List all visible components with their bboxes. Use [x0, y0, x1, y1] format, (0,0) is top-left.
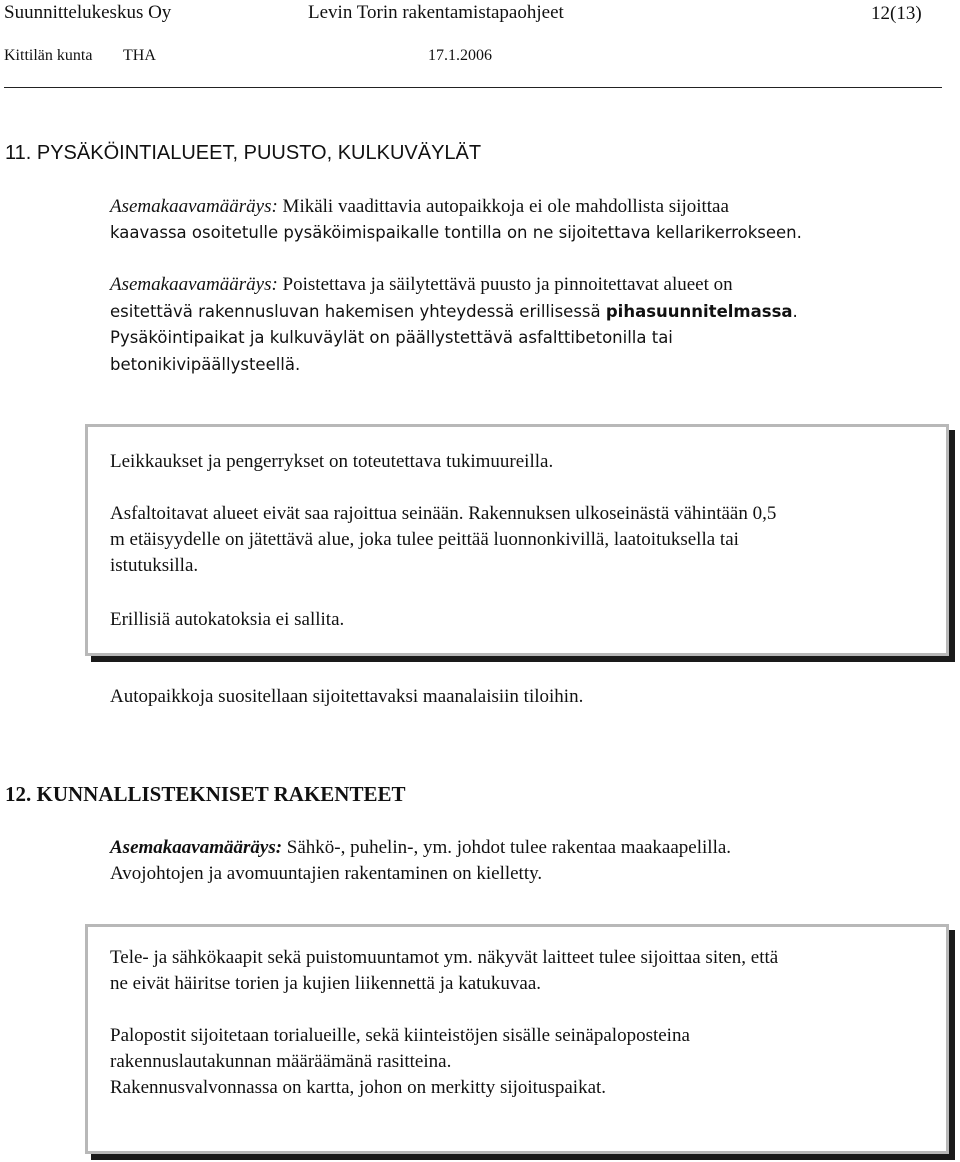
box-2-paragraph-2: Palopostit sijoitetaan torialueille, sekä kiinteistöjen sisälle seinäpaloposteina rakennuslautakunnan määräämänä rasitteina. Rakennusvalvonnassa on kartta, johon on merkitty sijoituspaikat.: [110, 1025, 690, 1098]
section-12-paragraph-1: Asemakaavamääräys: Sähkö-, puhelin-, ym. johdot tulee rakentaa maakaapelilla. Avojohtojen ja avomuuntajien rakentaminen on kielletty.: [110, 837, 732, 884]
header-document-title: Levin Torin rakentamistapaohjeet: [308, 2, 564, 23]
regulation-label: Asemakaavamääräys:: [110, 837, 283, 858]
regulation-label: Asemakaavamääräys:: [110, 274, 278, 295]
section-12-heading: 12. KUNNALLISTEKNISET RAKENTEET: [5, 782, 406, 806]
header-date: 17.1.2006: [428, 47, 492, 64]
bold-term: pihasuunnitelmassa: [605, 301, 793, 321]
section-11-after-box: Autopaikkoja suositellaan sijoitettavaksi maanalaisiin tiloihin.: [110, 686, 584, 707]
header-page-number: 12(13): [871, 3, 922, 24]
regulation-label: Asemakaavamääräys:: [110, 196, 278, 217]
section-11-paragraph-1: Asemakaavamääräys: Mikäli vaadittavia autopaikkoja ei ole mahdollista sijoittaa kaavassa osoitetulle pysäköimispaikalle tontilla on ne sijoitettava kellarikerrokseen.: [110, 196, 802, 242]
box-1-line-1: Leikkaukset ja pengerrykset on toteutettava tukimuureilla.: [110, 451, 554, 472]
box-1-paragraph-2: Asfaltoitavat alueet eivät saa rajoittua seinään. Rakennuksen ulkoseinästä vähintään 0,5 m etäisyydelle on jätettävä alue, joka tulee peittää luonnonkivillä, laatoituksella tai istutuksilla.: [110, 503, 777, 576]
box-1-line-3: Erillisiä autokatoksia ei sallita.: [110, 609, 345, 630]
box-2-paragraph-1: Tele- ja sähkökaapit sekä puistomuuntamot ym. näkyvät laitteet tulee sijoittaa siten, että ne eivät häiritse torien ja kujien liikennettä ja katukuvaa.: [110, 947, 779, 994]
header-municipality: Kittilän kunta: [4, 47, 93, 64]
section-11-paragraph-2: Asemakaavamääräys: Poistettava ja säilytettävä puusto ja pinnoitettavat alueet on esitettävä rakennusluvan hakemisen yhteydessä erillisessä pihasuunnitelmassa. Pysäköintipaikat ja kulkuväylät on päällystettävä asfalttibetonilla tai betonikivipäällysteellä.: [110, 274, 798, 374]
highlight-box-1: [85, 424, 949, 656]
highlight-box-2: [85, 924, 949, 1154]
section-11-heading: 11. PYSÄKÖINTIALUEET, PUUSTO, KULKUVÄYLÄT: [5, 142, 482, 164]
header-company: Suunnittelukeskus Oy: [4, 2, 172, 23]
header-author: THA: [123, 47, 156, 64]
header-rule: [4, 87, 942, 88]
